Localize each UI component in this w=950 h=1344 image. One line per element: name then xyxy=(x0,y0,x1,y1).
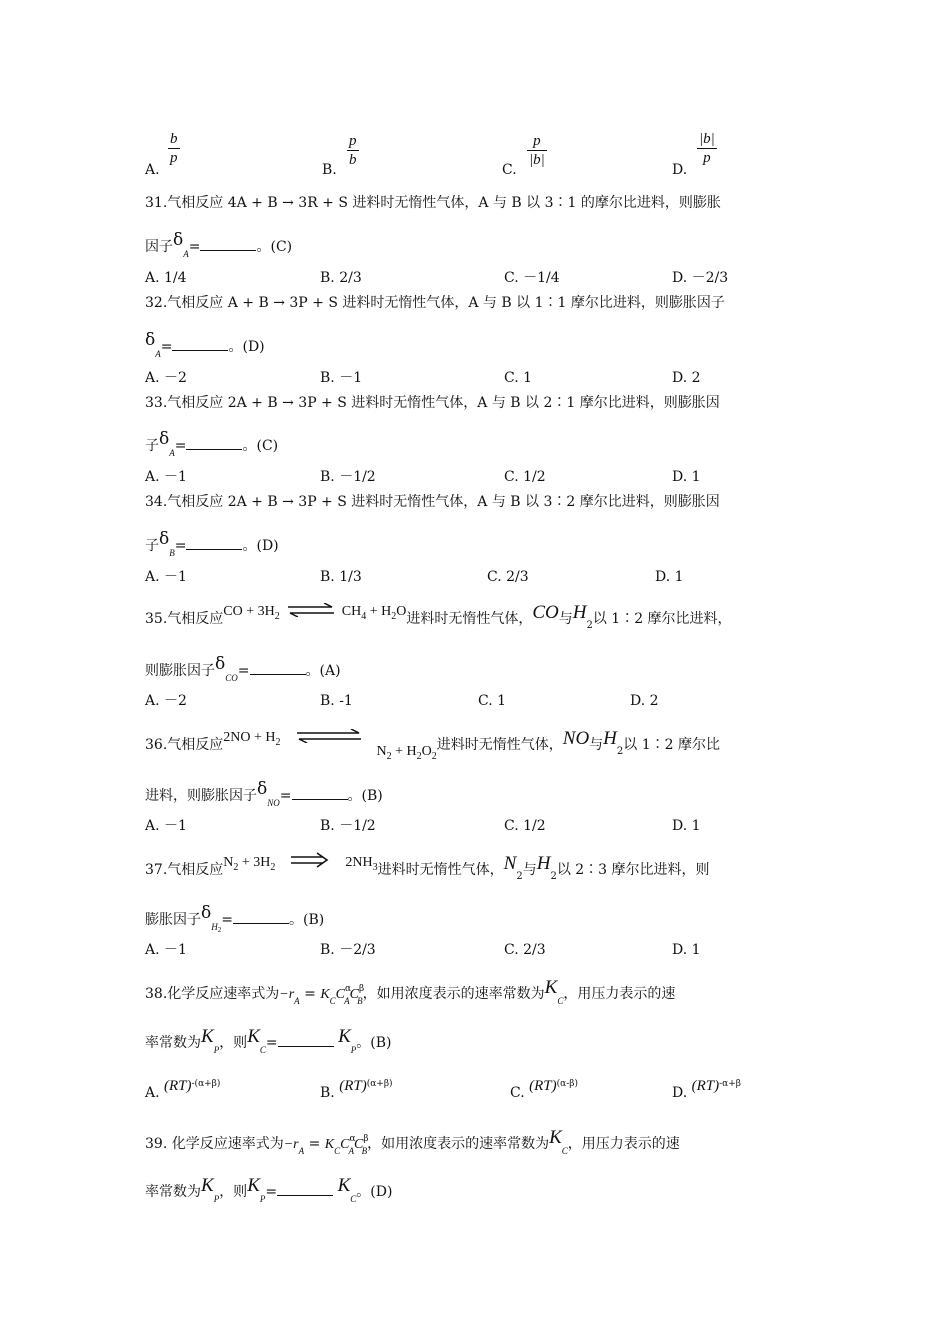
q33-option-d: D. 1 xyxy=(672,469,701,485)
q31-option-b: B. 2/3 xyxy=(320,270,362,286)
equilibrium-arrow-icon xyxy=(286,603,336,623)
q37-option-b: B. －2/3 xyxy=(320,942,376,958)
q37-option-c: C. 2/3 xyxy=(504,942,546,958)
question-34-blank: 子$\delta_B=$ 。(D) xyxy=(145,529,279,558)
q35-option-a: A. －2 xyxy=(145,693,187,709)
q36-option-b: B. －1/2 xyxy=(320,818,376,834)
option-a: A. xyxy=(145,162,160,178)
question-38-text: 38.化学反应速率式为$-r_A = K_CC^\alpha_AC^\beta_B$，如用浓度表示的速率常数为$K_C$，用压力表示的速 xyxy=(145,977,676,1006)
fraction-p-over-absb: $\frac{p}{|b|}$ xyxy=(529,133,545,168)
question-39-text: 39. 化学反应速率式为$-r_A = K_CC^\alpha_AC^\beta_B$，如用浓度表示的速率常数为$K_C$，用压力表示的速 xyxy=(145,1127,680,1156)
question-38-blank: 率常数为$K_P$，则$K_C= K_P$。(B) xyxy=(145,1026,392,1055)
option-d: D. xyxy=(672,162,688,178)
question-37-text: 37.气相反应$N_2 + 3H_2$ $2NH_3$进料时无惰性气体，$N_2$与$H_2$以 2∶3 摩尔比进料，则 xyxy=(145,853,710,882)
option-b: B. xyxy=(322,162,337,178)
q36-option-a: A. －1 xyxy=(145,818,187,834)
question-35-blank: 则膨胀因子$\delta_{CO}=$ 。(A) xyxy=(145,654,341,683)
q34-option-c: C. 2/3 xyxy=(487,569,529,585)
double-arrow-icon xyxy=(289,852,331,874)
q31-option-a: A. 1/4 xyxy=(145,270,187,286)
question-31-text: 31.气相反应 4A + B → 3R + S 进料时无惰性气体，A 与 B 以 3∶1 的摩尔比进料，则膨胀 xyxy=(145,195,721,211)
q37-option-d: D. 1 xyxy=(672,942,701,958)
question-36-blank: 进料，则膨胀因子$\delta_{NO}=$ 。(B) xyxy=(145,779,383,808)
option-c: C. xyxy=(502,162,517,178)
question-34-text: 34.气相反应 2A + B → 3P + S 进料时无惰性气体，A 与 B 以 3∶2 摩尔比进料，则膨胀因 xyxy=(145,494,720,510)
question-31-blank: 因子$\delta_A=$ 。(C) xyxy=(145,230,293,259)
equilibrium-arrow-icon xyxy=(295,729,363,749)
q38-option-c: C. (RT)$^{(\alpha-\beta)}$ xyxy=(510,1078,578,1101)
q33-option-b: B. －1/2 xyxy=(320,469,376,485)
question-32-blank: $\delta_A=$ 。(D) xyxy=(145,330,265,359)
fraction-p-over-b: $\frac{p}{b}$ xyxy=(349,133,357,168)
question-36-text: 36.气相反应$2NO + H_2N_2 + H_2O_2$进料时无惰性气体，NO与$H_2$以 1∶2 摩尔比 xyxy=(145,728,720,762)
q35-option-c: C. 1 xyxy=(478,693,507,709)
q34-option-d: D. 1 xyxy=(655,569,684,585)
q35-option-b: B. -1 xyxy=(320,693,353,709)
q34-option-b: B. 1/3 xyxy=(320,569,362,585)
q33-option-a: A. －1 xyxy=(145,469,187,485)
fraction-absb-over-p: $\frac{|b|}{p}$ xyxy=(699,131,715,166)
q32-option-a: A. －2 xyxy=(145,370,187,386)
question-33-blank: 子$\delta_A=$ 。(C) xyxy=(145,429,279,458)
question-39-blank: 率常数为$K_P$，则$K_P= K_C$。(D) xyxy=(145,1175,393,1204)
q31-option-d: D. －2/3 xyxy=(672,270,729,286)
question-32-text: 32.气相反应 A + B → 3P + S 进料时无惰性气体，A 与 B 以 1∶1 摩尔比进料，则膨胀因子 xyxy=(145,295,725,311)
q38-option-a: A. (RT)$^{-(\alpha+\beta)}$ xyxy=(145,1078,221,1101)
question-37-blank: 膨胀因子$\delta_{H2}=$ 。(B) xyxy=(145,903,325,934)
fraction-b-over-p: $\frac{b}{p}$ xyxy=(170,131,178,166)
q38-option-b: B. (RT)$^{(\alpha+\beta)}$ xyxy=(320,1078,393,1101)
q35-option-d: D. 2 xyxy=(630,693,659,709)
q34-option-a: A. －1 xyxy=(145,569,187,585)
q33-option-c: C. 1/2 xyxy=(504,469,546,485)
q36-option-d: D. 1 xyxy=(672,818,701,834)
question-33-text: 33.气相反应 2A + B → 3P + S 进料时无惰性气体，A 与 B 以 2∶1 摩尔比进料，则膨胀因 xyxy=(145,395,720,411)
q32-option-d: D. 2 xyxy=(672,370,701,386)
q32-option-c: C. 1 xyxy=(504,370,533,386)
q38-option-d: D. (RT)$^{-\alpha+\beta}$ xyxy=(672,1078,742,1101)
q31-option-c: C. －1/4 xyxy=(504,270,560,286)
q36-option-c: C. 1/2 xyxy=(504,818,546,834)
q32-option-b: B. －1 xyxy=(320,370,363,386)
question-35-text: 35.气相反应CO + $3H_2$ $CH_4 + H_2O$进料时无惰性气体，CO与$H_2$以 1∶2 摩尔比进料， xyxy=(145,602,732,631)
q37-option-a: A. －1 xyxy=(145,942,187,958)
